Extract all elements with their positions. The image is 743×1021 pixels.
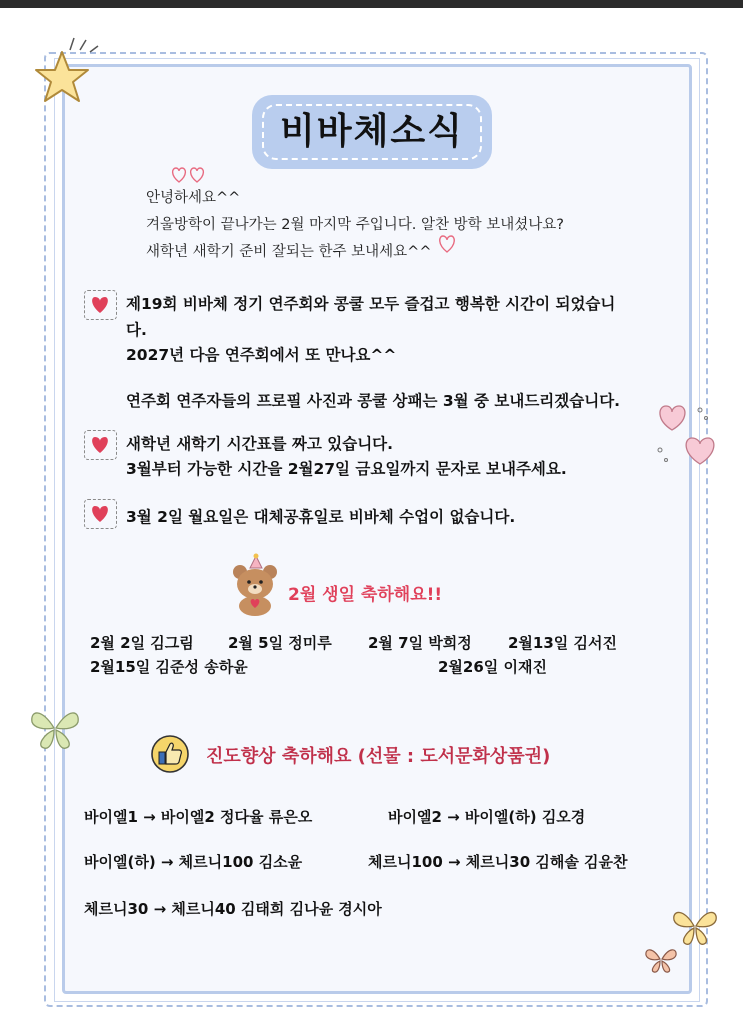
top-bar [0,0,743,8]
promotion-title: 진도향상 축하해요 (선물 : 도서문화상품권) [206,746,551,767]
birthday-title: 2월 생일 축하해요!! [288,585,443,605]
notice-heart-badge [84,430,117,460]
heart-icon [654,400,720,470]
greeting-line: 겨울방학이 끝나가는 2월 마지막 주입니다. 알찬 방학 보내셨나요? [146,217,564,233]
heart-icon [170,166,210,184]
notice-line: 2027년 다음 연주회에서 또 만나요^^ [126,346,397,364]
birthday-entry: 2월15일 김준성 송하윤 [90,658,248,676]
heart-icon [85,431,115,458]
star-icon [32,48,92,108]
notice-line: 다. [126,321,147,339]
notice-heart-badge [84,499,117,529]
butterfly-icon [26,700,84,756]
notice-line: 새학년 새학기 시간표를 짜고 있습니다. [126,435,394,453]
notice-heart-badge [84,290,117,320]
greeting-line: 새학년 새학기 준비 잘되는 한주 보내세요^^ [146,244,432,260]
birthday-entry: 2월 7일 박희정 [368,634,472,652]
bear-icon [226,552,284,616]
promotion-entry: 체르니100 → 체르니30 김해솔 김윤찬 [368,853,628,871]
birthday-entry: 2월 2일 김그림 [90,634,194,652]
promotion-entry: 바이엘(하) → 체르니100 김소윤 [84,853,303,871]
heart-icon [85,500,115,527]
butterfly-icon [642,944,680,976]
thumbs-up-icon [148,734,192,774]
birthday-entry: 2월26일 이재진 [438,658,547,676]
page-title: 비바체소식 [280,111,464,152]
heart-icon [436,234,458,254]
sparkle-icon [66,34,106,54]
notice-line: 3월 2일 월요일은 대체공휴일로 비바체 수업이 없습니다. [126,508,516,526]
birthday-entry: 2월 5일 정미루 [228,634,332,652]
heart-icon [85,291,115,318]
promotion-entry: 바이엘2 → 바이엘(하) 김오경 [388,808,586,826]
notice-line: 3월부터 가능한 시간을 2월27일 금요일까지 문자로 보내주세요. [126,460,567,478]
promotion-entry: 바이엘1 → 바이엘2 정다율 류은오 [84,808,313,826]
promotion-entry: 체르니30 → 체르니40 김태희 김나윤 경시아 [84,900,382,918]
notice-line: 연주회 연주자들의 프로필 사진과 콩쿨 상패는 3월 중 보내드리겠습니다. [126,392,621,410]
birthday-entry: 2월13일 김서진 [508,634,617,652]
notice-line: 제19회 비바체 정기 연주회와 콩쿨 모두 즐겁고 행복한 시간이 되었습니 [126,295,616,313]
greeting-line: 안녕하세요^^ [146,190,241,206]
